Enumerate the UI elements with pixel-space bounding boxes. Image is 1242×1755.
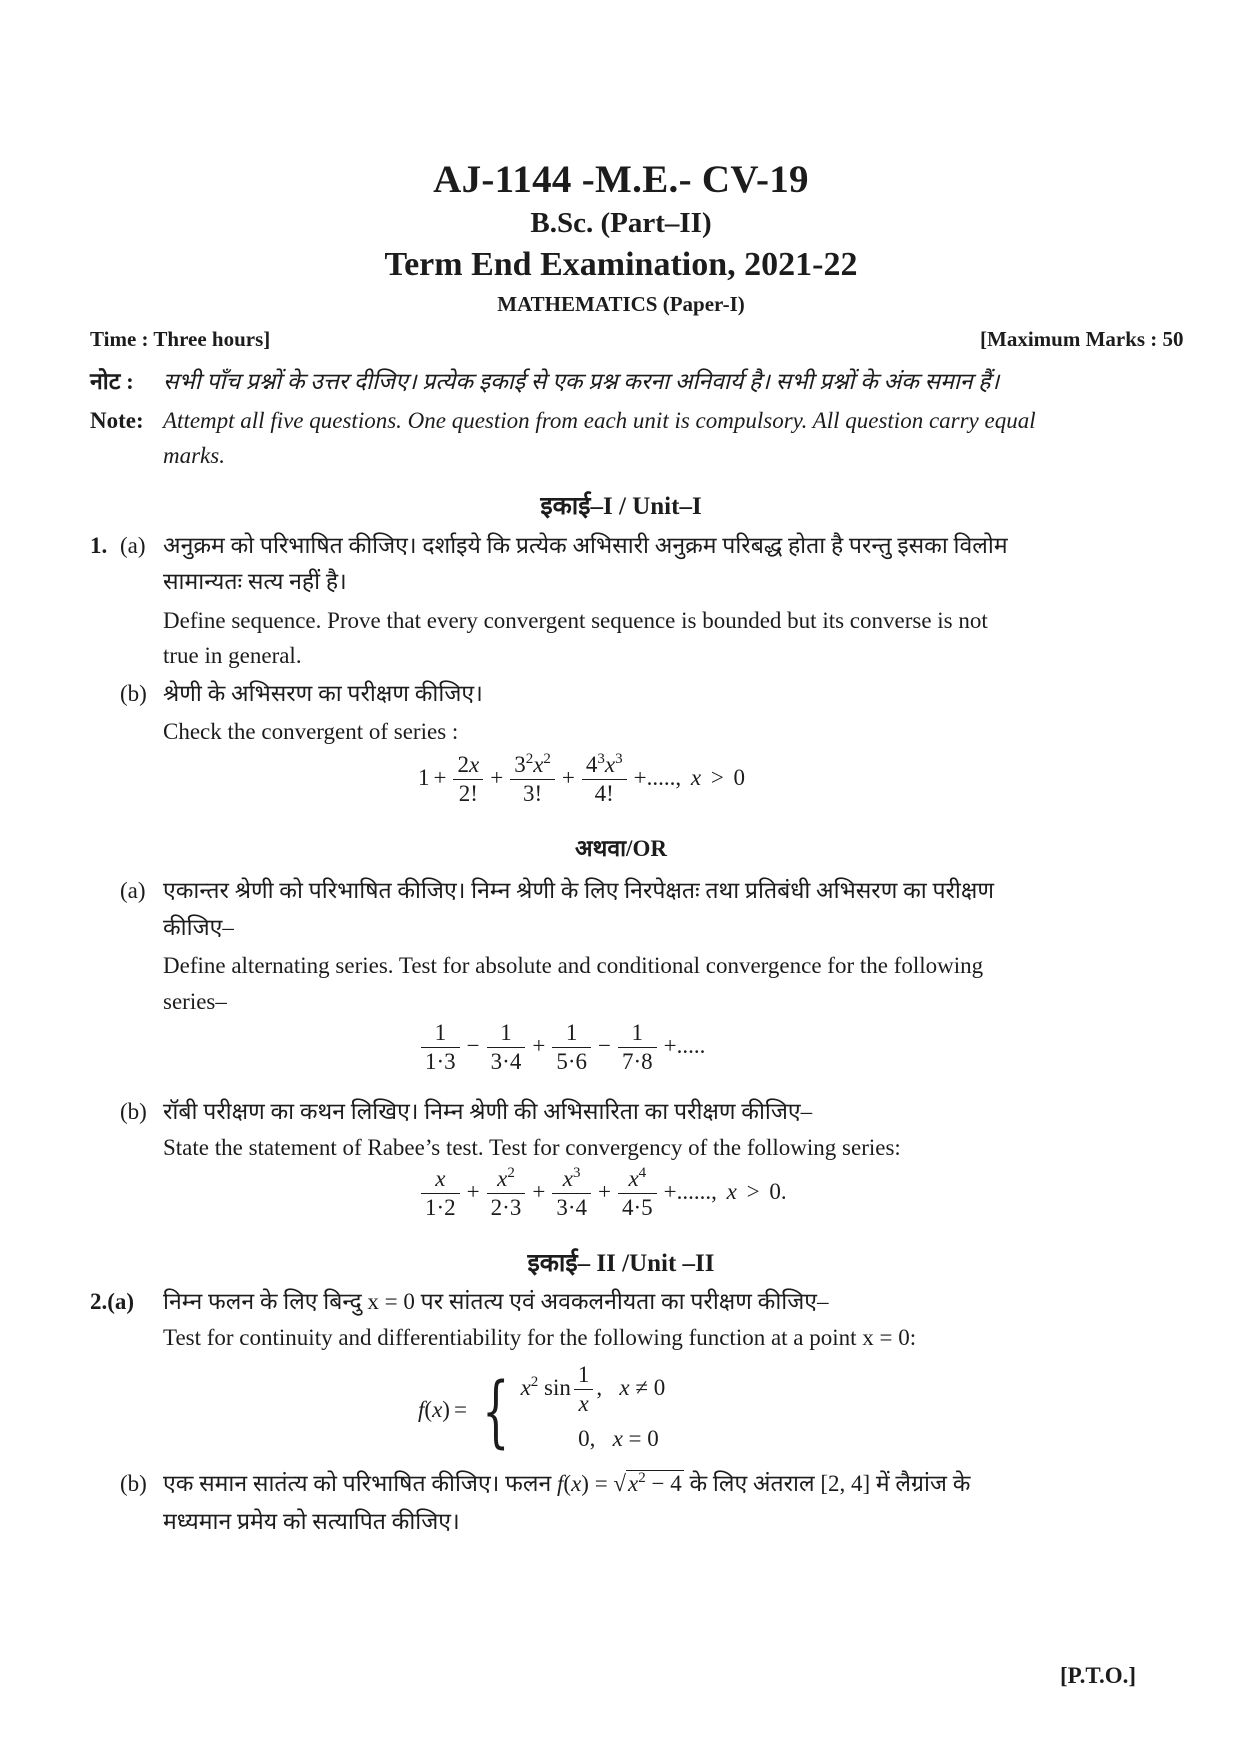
q2b-label: (b) <box>120 1471 147 1496</box>
series-equation-1: 1 + $\frac{2x}{2!}$ + $\frac{3^2x^2}{3!}$ + $\frac{4^3x^3}{4!}$ +....., x > 0 <box>418 751 746 806</box>
english-note-label: Note: <box>90 408 144 433</box>
subject-title: MATHEMATICS (Paper-I) <box>497 292 745 316</box>
q1b-alt-english: State the statement of Rabee’s test. Test for convergency of the following series: <box>163 1135 901 1160</box>
q1b-hindi: श्रेणी के अभिसरण का परीक्षण कीजिए। <box>163 681 483 706</box>
q1b-alt-hindi: रॉबी परीक्षण का कथन लिखिए। निम्न श्रेणी की अभिसारिता का परीक्षण कीजिए– <box>163 1099 813 1124</box>
sqrt-function: $f(x) = √x^2 - 4$ <box>557 1470 682 1496</box>
q2b-hindi-post: के लिए अंतराल [2, 4] में लैग्रांज के <box>689 1471 971 1496</box>
q2b-hindi-line-1 <box>163 1468 970 1500</box>
q1a-label: (a) <box>120 533 146 558</box>
q2a-label: 2.(a) <box>90 1289 135 1314</box>
q1b-alt-label: (b) <box>120 1099 147 1124</box>
q1a-english-line-1: Define sequence. Prove that every convergent sequence is bounded but its converse is not <box>163 608 988 633</box>
hindi-note-text: सभी पाँच प्रश्नों के उत्तर दीजिए। प्रत्येक इकाई से एक प्रश्न करना अनिवार्य है। सभी प्रश्नों के अंक समान हैं। <box>163 369 1000 394</box>
english-note-line-1: Attempt all five questions. One question from each unit is compulsory. All question carry equal <box>163 408 1036 433</box>
q1b-english: Check the convergent of series : <box>163 719 459 744</box>
q1a-alt-hindi-line-2: कीजिए– <box>163 915 234 940</box>
q2a-english: Test for continuity and differentiability for the following function at a point x = 0: <box>163 1325 917 1350</box>
unit-2-heading: इकाई– II /Unit –II <box>527 1250 715 1277</box>
exam-title: Term End Examination, 2021-22 <box>384 246 858 283</box>
series-equation-2: $\frac{1}{1\cdot 3}$ − $\frac{1}{3\cdot 4}$ + $\frac{1}{5\cdot 6}$ − $\frac{1}{7\cdot 8}$ +..... <box>418 1020 709 1075</box>
series-equation-3: $\frac{x}{1\cdot 2}$ + $\frac{x^2}{2\cdot 3}$ + $\frac{x^3}{3\cdot 4}$ + $\frac{x^4}{4\cdot 5}$ +......, x > 0. <box>418 1166 787 1221</box>
paper-code: AJ-1144 -M.E.- CV-19 <box>433 158 809 201</box>
q2a-hindi: निम्न फलन के लिए बिन्दु x = 0 पर सांतत्य एवं अवकलनीयता का परीक्षण कीजिए– <box>163 1289 829 1314</box>
english-note-line-2: marks. <box>163 443 225 468</box>
course-name: B.Sc. (Part–II) <box>530 207 712 239</box>
piecewise-function: f(x) = { $x^2$ sin $\frac{1}{x}$ , x ≠ 0 0, x = 0 <box>418 1362 666 1457</box>
q1a-hindi-line-2: सामान्यतः सत्य नहीं है। <box>163 569 347 594</box>
q1a-hindi-line-1: अनुक्रम को परिभाषित कीजिए। दर्शाइये कि प्रत्येक अभिसारी अनुक्रम परिबद्ध होता है परन्तु इसका विलोम <box>163 533 1008 558</box>
q1a-alt-english-line-2: series– <box>163 989 227 1014</box>
time-label: Time : Three hours] <box>90 327 271 351</box>
or-divider: अथवा/OR <box>575 836 667 861</box>
q2b-hindi-line-2: मध्यमान प्रमेय को सत्यापित कीजिए। <box>163 1509 460 1534</box>
q1a-alt-english-line-1: Define alternating series. Test for absolute and conditional convergence for the following <box>163 953 984 978</box>
q1a-alt-hindi-line-1: एकान्तर श्रेणी को परिभाषित कीजिए। निम्न श्रेणी के लिए निरपेक्षतः तथा प्रतिबंधी अभिसरण का परीक्षण <box>163 878 995 903</box>
q1a-english-line-2: true in general. <box>163 643 302 668</box>
q1b-label: (b) <box>120 681 147 706</box>
q2b-hindi-pre: एक समान सातंत्य को परिभाषित कीजिए। फलन <box>163 1471 552 1496</box>
hindi-note-label: नोट : <box>90 369 134 394</box>
pto-label: [P.T.O.] <box>1060 1663 1137 1688</box>
question-1-number: 1. <box>90 533 108 558</box>
max-marks-label: [Maximum Marks : 50 <box>980 327 1184 351</box>
unit-1-heading: इकाई–I / Unit–I <box>540 493 702 520</box>
q1a-alt-label: (a) <box>120 878 146 903</box>
